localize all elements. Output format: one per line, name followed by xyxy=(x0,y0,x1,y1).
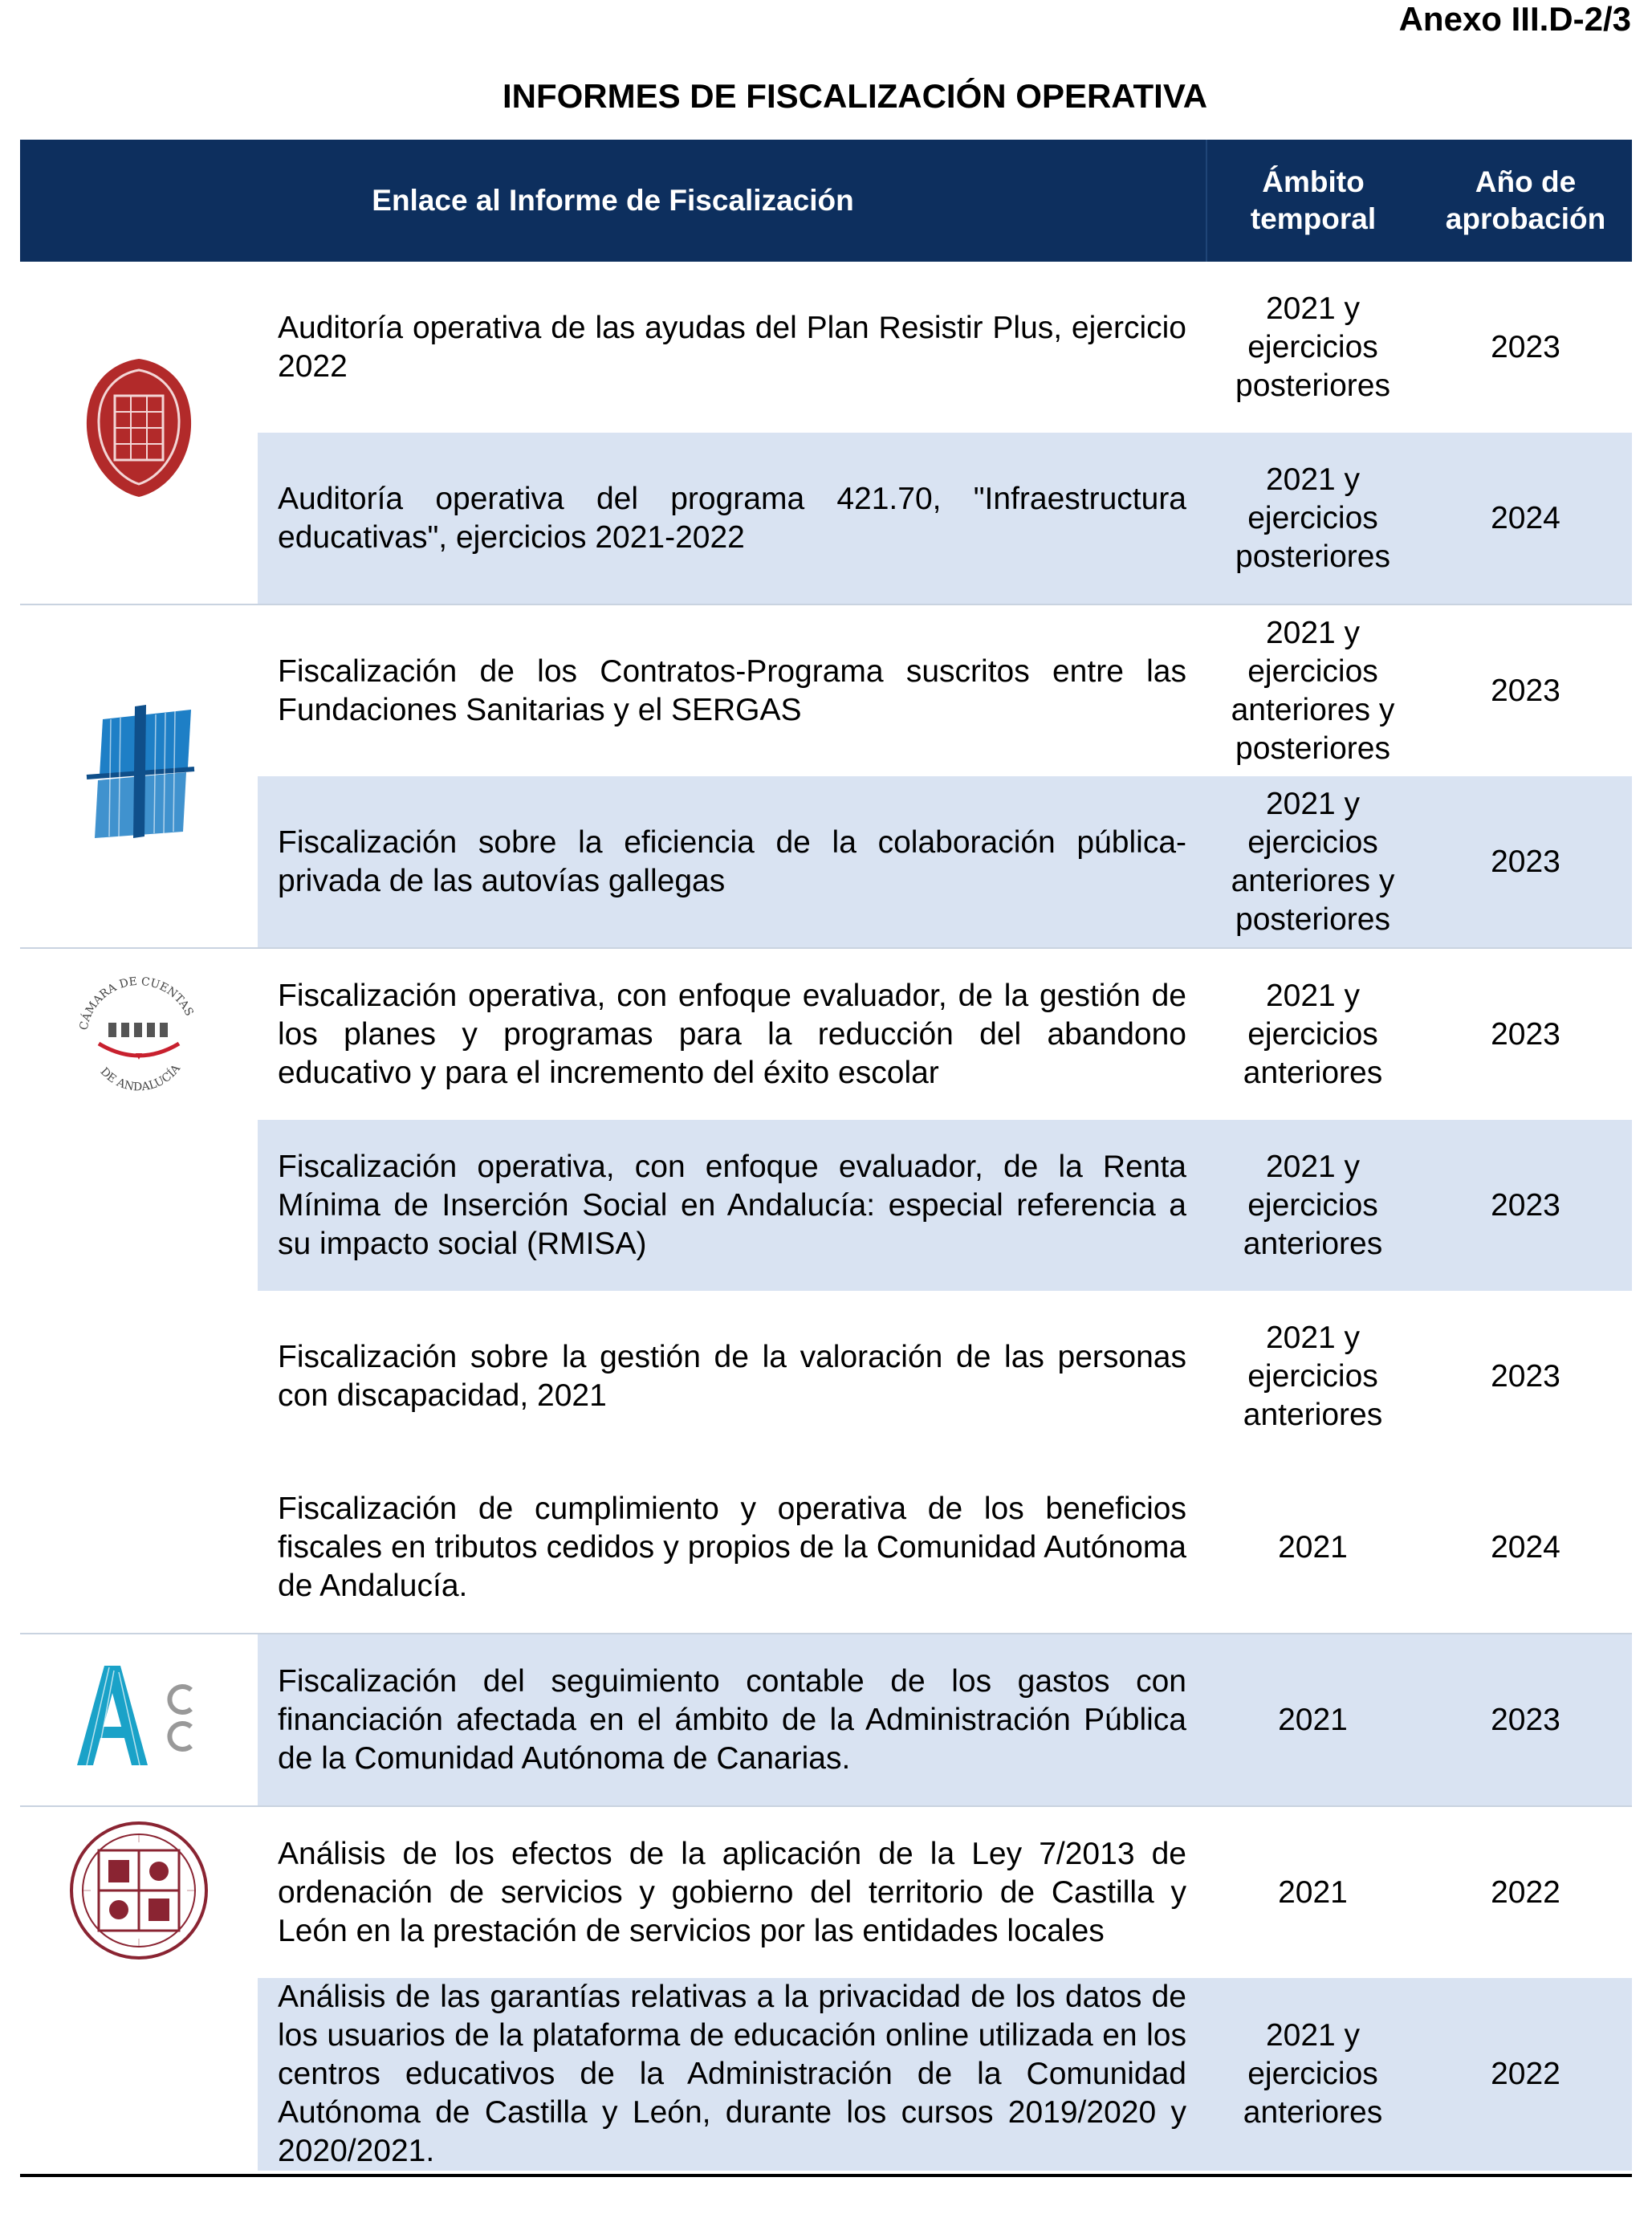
header-ambito-line1: Ámbito xyxy=(1262,165,1365,198)
ambito-line: 2021 xyxy=(1278,1874,1348,1910)
ambito-line: 2021 y xyxy=(1265,978,1361,1013)
table-header-row xyxy=(20,140,1632,262)
header-ano xyxy=(1419,140,1632,262)
ambito-line: 2021 xyxy=(1278,1702,1348,1737)
table-row xyxy=(20,604,1632,776)
logo-cell-castilla-leon xyxy=(20,1806,258,2171)
table-row xyxy=(20,1806,1632,1978)
row-title[interactable]: Fiscalización sobre la gestión de la valoración de las personas con discapacidad, 2021 xyxy=(278,1339,1186,1413)
row-year: 2023 xyxy=(1419,948,1632,1120)
logo-cell-galicia xyxy=(20,604,258,948)
row-year: 2023 xyxy=(1491,329,1560,364)
ambito-line: ejercicios xyxy=(1247,2057,1378,2091)
andalucia-bottom-text: DE ANDALUCÍA xyxy=(97,1062,183,1094)
row-year: 2023 xyxy=(1419,604,1632,776)
reports-table xyxy=(20,140,1632,2171)
ambito-line: posteriores xyxy=(1235,539,1390,574)
row-year: 2023 xyxy=(1491,1358,1560,1394)
ambito-line: anteriores y xyxy=(1231,692,1395,727)
table-row xyxy=(20,948,1632,1120)
row-year: 2024 xyxy=(1419,433,1632,604)
ambito-line: ejercicios xyxy=(1247,1358,1378,1394)
header-ambito-line2: temporal xyxy=(1250,202,1377,235)
row-year: 2023 xyxy=(1419,1634,1632,1806)
ambito-line: ejercicios xyxy=(1247,1016,1378,1052)
ambito-line: posteriores xyxy=(1235,731,1390,766)
row-ambito xyxy=(1206,1634,1419,1806)
row-ambito xyxy=(1206,433,1419,604)
castilla-leon-seal-icon[interactable] xyxy=(67,1818,211,1972)
table-row xyxy=(20,1291,1632,1462)
ambito-line: posteriores xyxy=(1235,901,1390,937)
row-year: 2024 xyxy=(1491,1529,1560,1565)
ambito-line: 2021 y xyxy=(1265,291,1361,326)
row-ambito xyxy=(1206,1291,1419,1462)
ambito-line: anteriores xyxy=(1243,1397,1383,1432)
logo-cell-andalucia xyxy=(20,948,258,1634)
table-row xyxy=(20,1978,1632,2171)
table-row xyxy=(20,262,1632,433)
table-row xyxy=(20,433,1632,604)
page-title: INFORMES DE FISCALIZACIÓN OPERATIVA xyxy=(502,77,1208,115)
row-year: 2023 xyxy=(1419,776,1632,948)
row-title[interactable]: Fiscalización de los Contratos-Programa suscritos entre las Fundaciones Sanitarias y el SERGAS xyxy=(258,604,1206,776)
ambito-line: ejercicios xyxy=(1247,824,1378,860)
row-title[interactable]: Análisis de las garantías relativas a la privacidad de los datos de los usuarios de la plataforma de educación online utilizada en los centros educativos de la Administración de la Comunidad Autónoma de Castilla y León, durante los cursos 2019/2020 y 2020/2021. xyxy=(258,1978,1206,2171)
header-ambito xyxy=(1206,140,1419,262)
ambito-line: ejercicios xyxy=(1247,1187,1378,1223)
ambito-line: 2021 xyxy=(1278,1529,1348,1565)
table-row xyxy=(20,1634,1632,1806)
row-ambito xyxy=(1206,776,1419,948)
ambito-line: anteriores xyxy=(1243,1055,1383,1090)
ambito-line: anteriores y xyxy=(1231,863,1395,898)
aragon-seal-icon[interactable] xyxy=(79,356,199,510)
ambito-line: ejercicios xyxy=(1247,653,1378,689)
ambito-line: 2021 y xyxy=(1265,786,1361,821)
row-ambito xyxy=(1206,948,1419,1120)
ambito-line: 2021 y xyxy=(1265,2018,1361,2053)
logo-cell-aragon xyxy=(20,262,258,604)
table-row xyxy=(20,776,1632,948)
row-title[interactable]: Auditoría operativa de las ayudas del Plan Resistir Plus, ejercicio 2022 xyxy=(278,310,1186,384)
logo-cell-canarias xyxy=(20,1634,258,1806)
row-ambito xyxy=(1206,1462,1419,1634)
ambito-line: 2021 y xyxy=(1265,1149,1361,1184)
row-title[interactable]: Fiscalización sobre la eficiencia de la colaboración pública-privada de las autovías gallegas xyxy=(258,776,1206,948)
row-ambito xyxy=(1206,1806,1419,1978)
row-ambito xyxy=(1206,1120,1419,1291)
row-title[interactable]: Auditoría operativa del programa 421.70, "Infraestructura educativas", ejercicios 2021-2022 xyxy=(258,433,1206,604)
row-ambito xyxy=(1206,1978,1419,2171)
ambito-line: ejercicios xyxy=(1247,329,1378,364)
row-title[interactable]: Fiscalización del seguimiento contable de los gastos con financiación afectada en el ámbito de la Administración Pública de la Comunidad Autónoma de Canarias. xyxy=(258,1634,1206,1806)
header-link: Enlace al Informe de Fiscalización xyxy=(20,140,1206,262)
row-year: 2023 xyxy=(1419,1120,1632,1291)
ambito-line: anteriores xyxy=(1243,2095,1383,2130)
table-row xyxy=(20,1120,1632,1291)
ambito-line: 2021 y xyxy=(1265,615,1361,650)
table-row xyxy=(20,1462,1632,1634)
header-ano-line1: Año de xyxy=(1475,165,1577,198)
ambito-line: ejercicios xyxy=(1247,500,1378,535)
andalucia-seal-icon[interactable] xyxy=(67,973,211,1111)
andalucia-top-text: CÁMARA DE CUENTAS xyxy=(77,975,196,1032)
header-ano-line2: aprobación xyxy=(1445,202,1606,235)
row-ambito xyxy=(1206,604,1419,776)
row-title[interactable]: Fiscalización operativa, con enfoque evaluador, de la gestión de los planes y programas para la reducción del abandono educativo y para el incremento del éxito escolar xyxy=(258,948,1206,1120)
ambito-line: anteriores xyxy=(1243,1226,1383,1261)
row-year: 2022 xyxy=(1419,1978,1632,2171)
row-ambito xyxy=(1206,262,1419,433)
row-title[interactable]: Fiscalización operativa, con enfoque evaluador, de la Renta Mínima de Inserción Social en Andalucía: especial referencia a su impacto social (RMISA) xyxy=(258,1120,1206,1291)
annex-label: Anexo III.D-2/3 xyxy=(1398,0,1631,38)
row-title[interactable]: Análisis de los efectos de la aplicación de la Ley 7/2013 de ordenación de servicios y gobierno del territorio de Castilla y León en la prestación de servicios por las entidades locales xyxy=(258,1806,1206,1978)
row-year: 2022 xyxy=(1419,1806,1632,1978)
ambito-line: posteriores xyxy=(1235,368,1390,403)
ambito-line: 2021 y xyxy=(1265,1320,1361,1355)
table-bottom-rule xyxy=(20,2174,1632,2177)
ambito-line: 2021 y xyxy=(1265,462,1361,497)
galicia-logo-icon[interactable] xyxy=(79,703,199,849)
canarias-logo-icon[interactable] xyxy=(71,1659,207,1781)
row-title[interactable]: Fiscalización de cumplimiento y operativa de los beneficios fiscales en tributos cedidos y propios de la Comunidad Autónoma de Andalucía. xyxy=(278,1491,1186,1603)
